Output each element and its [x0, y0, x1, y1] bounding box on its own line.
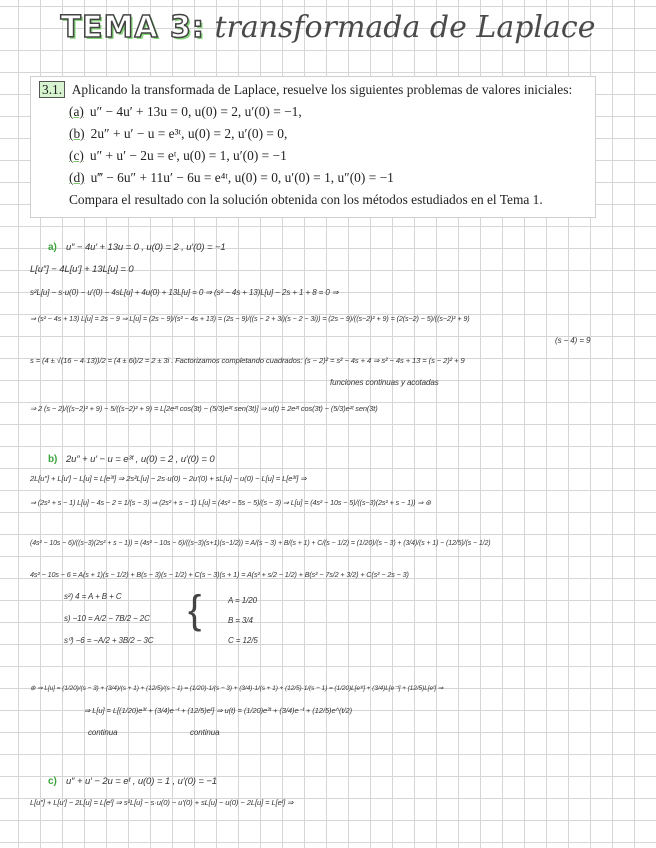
item-label: (d)	[69, 170, 85, 185]
title-bold: TEMA 3:	[60, 10, 205, 45]
part-b-line: B = 3/4	[228, 616, 253, 625]
problem-number: 3.1.	[39, 81, 65, 98]
part-b-line: s²) 4 = A + B + C	[64, 592, 122, 601]
statement-compare: Compara el resultado con la solución obtenida con los métodos estudiados en el Tema 1.	[69, 192, 543, 207]
item-text: 2u″ + u′ − u = e³ᵗ, u(0) = 2, u′(0) = 0,	[90, 126, 288, 141]
title-script: transformada de Laplace	[214, 10, 596, 45]
part-b-line: ⇒ (2s² + s − 1) L[u] − 4s − 2 = 1/(s − 3) ⇒ (2s² + s − 1) L[u] = (4s² − 5s − 5)/(s − 3) ⇒ L[u] = (4s² − 10s − 5)/((s−3)(2s² + s − 1)) ⇒ ⊛	[30, 498, 432, 507]
item-text: u″ − 4u′ + 13u = 0, u(0) = 2, u′(0) = −1,	[89, 104, 302, 119]
part-b-line: s⁰) −6 = −A/2 + 3B/2 − 3C	[64, 636, 154, 645]
part-a-line: ⇒ (s² − 4s + 13) L[u] = 2s − 9 ⇒ L[u] = (2s − 9)/(s² − 4s + 13) = (2s − 9)/((s − 2 + 3i)(s − 2 − 3i)) = (2s − 9)/((s−2)² + 9) = (2(s−2) − 5)/((s−2)² + 9)	[30, 314, 470, 323]
part-b-line: 2L[u″] + L[u′] − L[u] = L[e³ᵗ] ⇒ 2s²L[u] − 2s·u(0) − 2u′(0) + sL[u] − u(0) − L[u] = L[e³ᵗ] ⇒	[30, 474, 307, 483]
part-c-line: u″ + u′ − 2u = eᵗ , u(0) = 1 , u′(0) = −1	[66, 776, 217, 787]
part-b-line: 2u″ + u′ − u = e³ᵗ , u(0) = 2 , u′(0) = 0	[66, 454, 215, 465]
part-b-line: continua	[88, 728, 118, 737]
item-label: (b)	[69, 126, 85, 141]
part-a-line: u″ − 4u′ + 13u = 0 , u(0) = 2 , u′(0) = −1	[66, 242, 226, 253]
part-b-line: s) −10 = A/2 − 7B/2 − 2C	[64, 614, 150, 623]
part-b-line: ⇒ L[u] = L[(1/20)e³ᵗ + (3/4)e⁻ᵗ + (12/5)eᵗ] ⇒ u(t) = (1/20)e³ᵗ + (3/4)e⁻ᵗ + (12/5)e^(t/2)	[84, 706, 353, 715]
part-b-line: 4s² − 10s − 6 = A(s + 1)(s − 1/2) + B(s − 3)(s − 1/2) + C(s − 3)(s + 1) = A(s² + s/2 − 1/2) + B(s² − 7s/2 + 3/2) + C(s² − 2s − 3)	[30, 570, 409, 579]
part-a-line: ⇒ 2 (s − 2)/((s−2)² + 9) − 5/((s−2)² + 9) = L[2e²ᵗ cos(3t) − (5/3)e²ᵗ sen(3t)] ⇒ u(t) = 2e²ᵗ cos(3t) − (5/3)e²ᵗ sen(3t)	[30, 404, 378, 413]
part-c-label: c)	[48, 776, 57, 787]
part-b-line: continua	[190, 728, 220, 737]
statement-intro: Aplicando la transformada de Laplace, resuelve los siguientes problemas de valores iniciales:	[71, 82, 573, 97]
item-label: (a)	[69, 104, 84, 119]
part-a-line: L[u″] − 4L[u′] + 13L[u] = 0	[30, 264, 134, 275]
part-a-line: funciones continuas y acotadas	[330, 378, 439, 387]
part-a-line: s = (4 ± √(16 − 4·13))/2 = (4 ± 6i)/2 = 2 ± 3i . Factorizamos completando cuadrados: (s − 2)² = s² − 4s + 4 ⇒ s² − 4s + 13 = (s − 2)² + 9	[30, 356, 465, 365]
item-text: u‴ − 6u″ + 11u′ − 6u = e⁴ᵗ, u(0) = 0, u′(0) = 1, u″(0) = −1	[90, 170, 394, 185]
part-b-line: (4s² − 10s − 6)/((s−3)(2s² + s − 1)) = (4s² − 10s − 6)/((s−3)(s+1)(s−1/2)) = A/(s − 3) + B/(s + 1) + C/(s − 1/2) = (1/20)/(s − 3) + (3/4)/(s + 1) − (12/5)/(s − 1/2)	[30, 540, 491, 547]
part-c-line: L[u″] + L[u′] − 2L[u] = L[eᵗ] ⇒ s²L[u] − s·u(0) − u′(0) + sL[u] − u(0) − 2L[u] = L[eᵗ] ⇒	[30, 798, 294, 807]
item-label: (c)	[69, 148, 84, 163]
part-a-line: (s − 4) = 9	[555, 336, 591, 345]
system-brace: {	[188, 588, 202, 632]
part-b-line: ⊛ ⇒ L[u] = (1/20)/(s − 3) + (3/4)/(s + 1) + (12/5)/(s − 1) = (1/20)·1/(s − 3) + (3/4)·1/(s + 1) + (12/5)·1/(s − 1) = (1/20)L[e³ᵗ] + (3/4)L[e⁻ᵗ] + (12/5)L[eᵗ] ⇒	[30, 685, 444, 692]
part-b-line: A = 1/20	[228, 596, 257, 605]
part-a-line: s²L[u] − s·u(0) − u′(0) − 4sL[u] + 4u(0) + 13L[u] = 0 ⇒ (s² − 4s + 13)L[u] − 2s + 1 + 8 = 0 ⇒	[30, 288, 339, 297]
item-text: u″ + u′ − 2u = eᵗ, u(0) = 1, u′(0) = −1	[89, 148, 287, 163]
part-b-label: b)	[48, 454, 58, 465]
part-a-label: a)	[48, 242, 57, 253]
part-b-line: C = 12/5	[228, 636, 258, 645]
